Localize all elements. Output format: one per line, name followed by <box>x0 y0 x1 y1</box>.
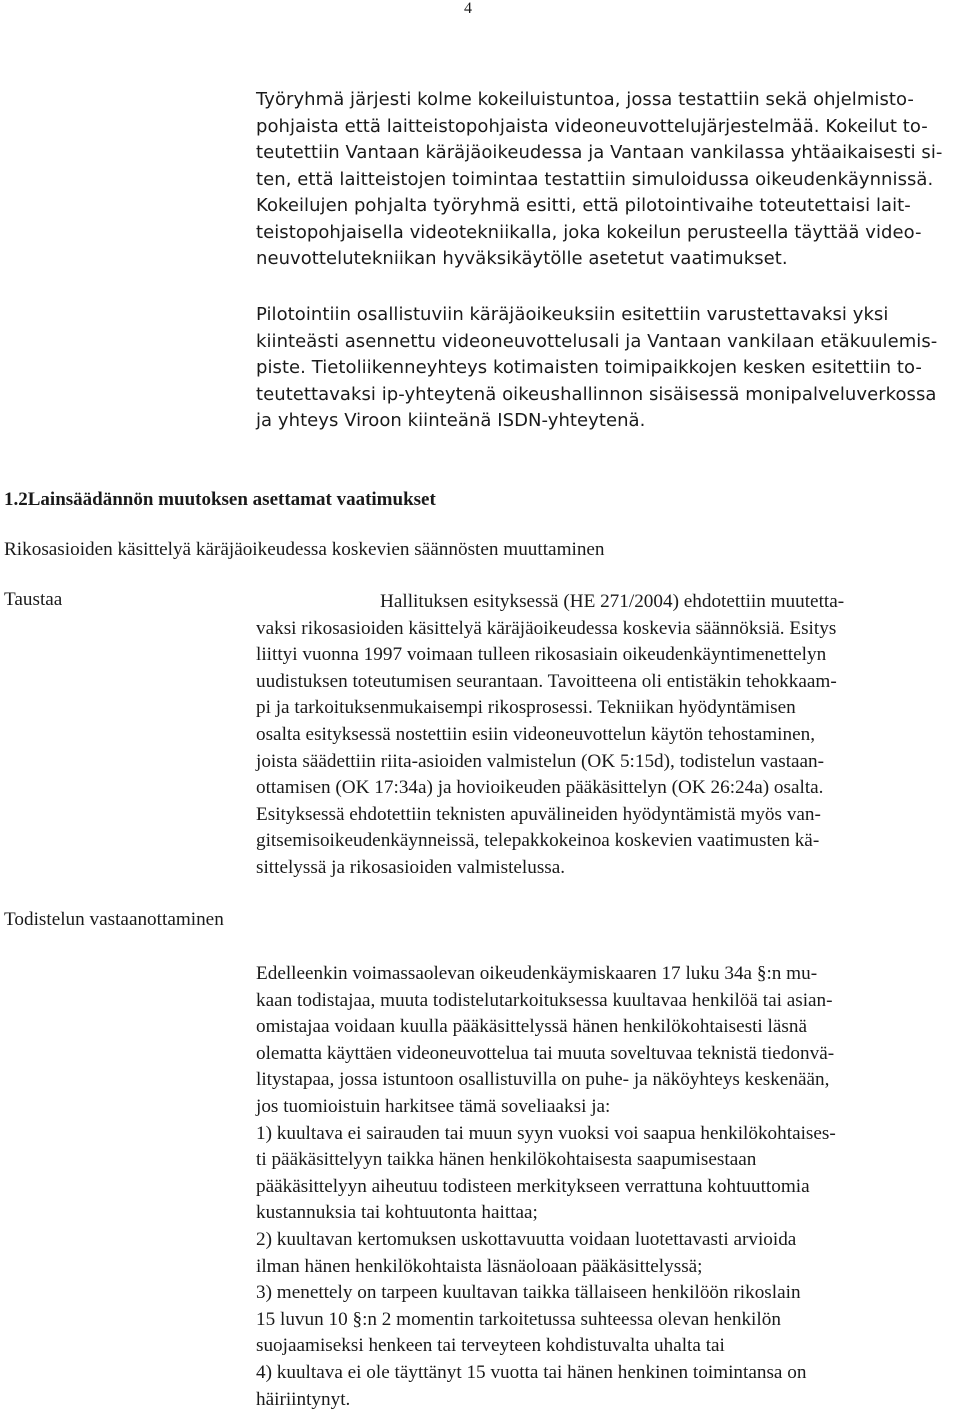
text-line: 15 luvun 10 §:n 2 momentin tarkoitetussa suhteessa olevan henkilön <box>256 1308 781 1330</box>
side-label-taustaa: Taustaa <box>4 589 63 610</box>
text-line: häiriintynyt. <box>256 1388 351 1410</box>
text-line: ilman hänen henkilökohtaista läsnäoloaan pääkäsittelyssä; <box>256 1255 703 1277</box>
text-line: suojaamiseksi henkeen tai terveyteen kohdistuvalta uhalta tai <box>256 1335 725 1357</box>
text-line: uudistuksen toteutumisen seurantaan. Tavoitteena oli entistäkin tehokkaam- <box>256 670 837 692</box>
text-line: gitsemisoikeudenkäynneissä, telepakkokeinoa koskevien vaatimusten kä- <box>256 830 820 852</box>
text-line: neuvottelutekniikan hyväksikäytölle asetetut vaatimukset. <box>256 248 788 269</box>
list-item: 4) kuultava ei ole täyttänyt 15 vuotta tai hänen henkinen toimintansa on <box>256 1361 807 1383</box>
text-line: sittelyssä ja rikosasioiden valmistelussa. <box>256 856 566 878</box>
text-line: pi ja tarkoituksenmukaisempi rikosprosessi. Tekniikan hyödyntämisen <box>256 697 796 719</box>
text-line: ten, että laitteistojen toimintaa testattiin simuloidussa oikeudenkäynnissä. <box>256 168 934 190</box>
text-line: olematta käyttäen videoneuvottelua tai muuta soveltuvaa teknistä tiedonvä- <box>256 1042 835 1064</box>
section-heading: 1.2Lainsäädännön muutoksen asettamat vaatimukset <box>4 489 436 510</box>
text-line: osalta esityksessä nostettiin esiin videoneuvottelun käytön tehostaminen, <box>256 723 816 745</box>
text-line: vaksi rikosasioiden käsittelyä käräjäoikeudessa koskevia säännöksiä. Esitys <box>256 617 837 639</box>
side-label-todistelun: Todistelun vastaanottaminen <box>4 909 224 930</box>
text-line: Edelleenkin voimassaolevan oikeudenkäymiskaaren 17 luku 34a §:n mu- <box>256 963 818 984</box>
intro-paragraph-1 <box>256 87 956 273</box>
list-item: 3) menettely on tarpeen kuultavan taikka tällaiseen henkilöön rikoslain <box>256 1282 801 1304</box>
text-line: liittyi vuonna 1997 voimaan tulleen rikosasiain oikeudenkäyntimenettelyn <box>256 644 827 666</box>
text-line: teistopohjaisella videotekniikalla, joka kokeilun perusteella täyttää video- <box>256 221 922 243</box>
text-line: ja yhteys Viroon kiinteänä ISDN-yhteytenä. <box>256 410 646 431</box>
text-line: Työryhmä järjesti kolme kokeiluistuntoa, jossa testattiin sekä ohjelmisto- <box>256 89 914 110</box>
text-line: ottamisen (OK 17:34a) ja hovioikeuden pääkäsittelyn (OK 26:24a) osalta. <box>256 777 824 799</box>
text-line: pääkäsittelyyn aiheutuu todisteen merkitykseen verrattuna kohtuuttomia <box>256 1175 810 1197</box>
text-line: Pilotointiin osallistuviin käräjäoikeuksiin esitettiin varustettavaksi yksi <box>256 304 889 325</box>
intro-paragraph-2 <box>256 302 956 435</box>
text-line: pohjaista että laitteistopohjaista videoneuvottelujärjestelmää. Kokeilut to- <box>256 115 928 137</box>
text-line: ti pääkäsittelyyn taikka hänen henkilökohtaisesta saapumisestaan <box>256 1149 757 1171</box>
todistelun-paragraph <box>256 961 956 1413</box>
text-line: teutettiin Vantaan käräjäoikeudessa ja Vantaan vankilassa yhtäaikaisesti si- <box>256 142 943 163</box>
text-line: kaan todistajaa, muuta todistelutarkoituksessa kuultavaa henkilöä tai asian- <box>256 989 833 1011</box>
text-line: Kokeilujen pohjalta työryhmä esitti, että pilotointivaihe toteutettaisi lait- <box>256 195 911 216</box>
page-number: 4 <box>464 0 472 17</box>
text-line: Esityksessä ehdotettiin teknisten apuvälineiden hyödyntämistä myös van- <box>256 803 821 825</box>
text-line: omistajaa voidaan kuulla pääkäsittelyssä hänen henkilökohtaisesti läsnä <box>256 1016 807 1038</box>
list-item: 1) kuultava ei sairauden tai muun syyn vuoksi voi saapua henkilökohtaises- <box>256 1122 836 1144</box>
text-line: Hallituksen esityksessä (HE 271/2004) ehdotettiin muutetta- <box>380 591 845 612</box>
taustaa-paragraph <box>256 589 956 882</box>
text-line: kustannuksia tai kohtuutonta haittaa; <box>256 1202 538 1224</box>
text-line: teutettavaksi ip-yhteytenä oikeushallinnon sisäisessä monipalveluverkossa <box>256 383 937 405</box>
subsection-heading: Rikosasioiden käsittelyä käräjäoikeudessa koskevien säännösten muuttaminen <box>4 539 605 560</box>
text-line: piste. Tietoliikenneyhteys kotimaisten toimipaikkojen kesken esitettiin to- <box>256 357 922 378</box>
text-line: litystapaa, jossa istuntoon osallistuvilla on puhe- ja näköyhteys keskenään, <box>256 1069 830 1091</box>
text-line: kiinteästi asennettu videoneuvottelusali ja Vantaan vankilaan etäkuulemis- <box>256 330 938 352</box>
text-line: jos tuomioistuin harkitsee tämä soveliaaksi ja: <box>256 1095 611 1117</box>
text-line: joista säädettiin riita-asioiden valmistelun (OK 5:15d), todistelun vastaan- <box>256 750 825 772</box>
list-item: 2) kuultavan kertomuksen uskottavuutta voidaan luotettavasti arvioida <box>256 1228 797 1250</box>
